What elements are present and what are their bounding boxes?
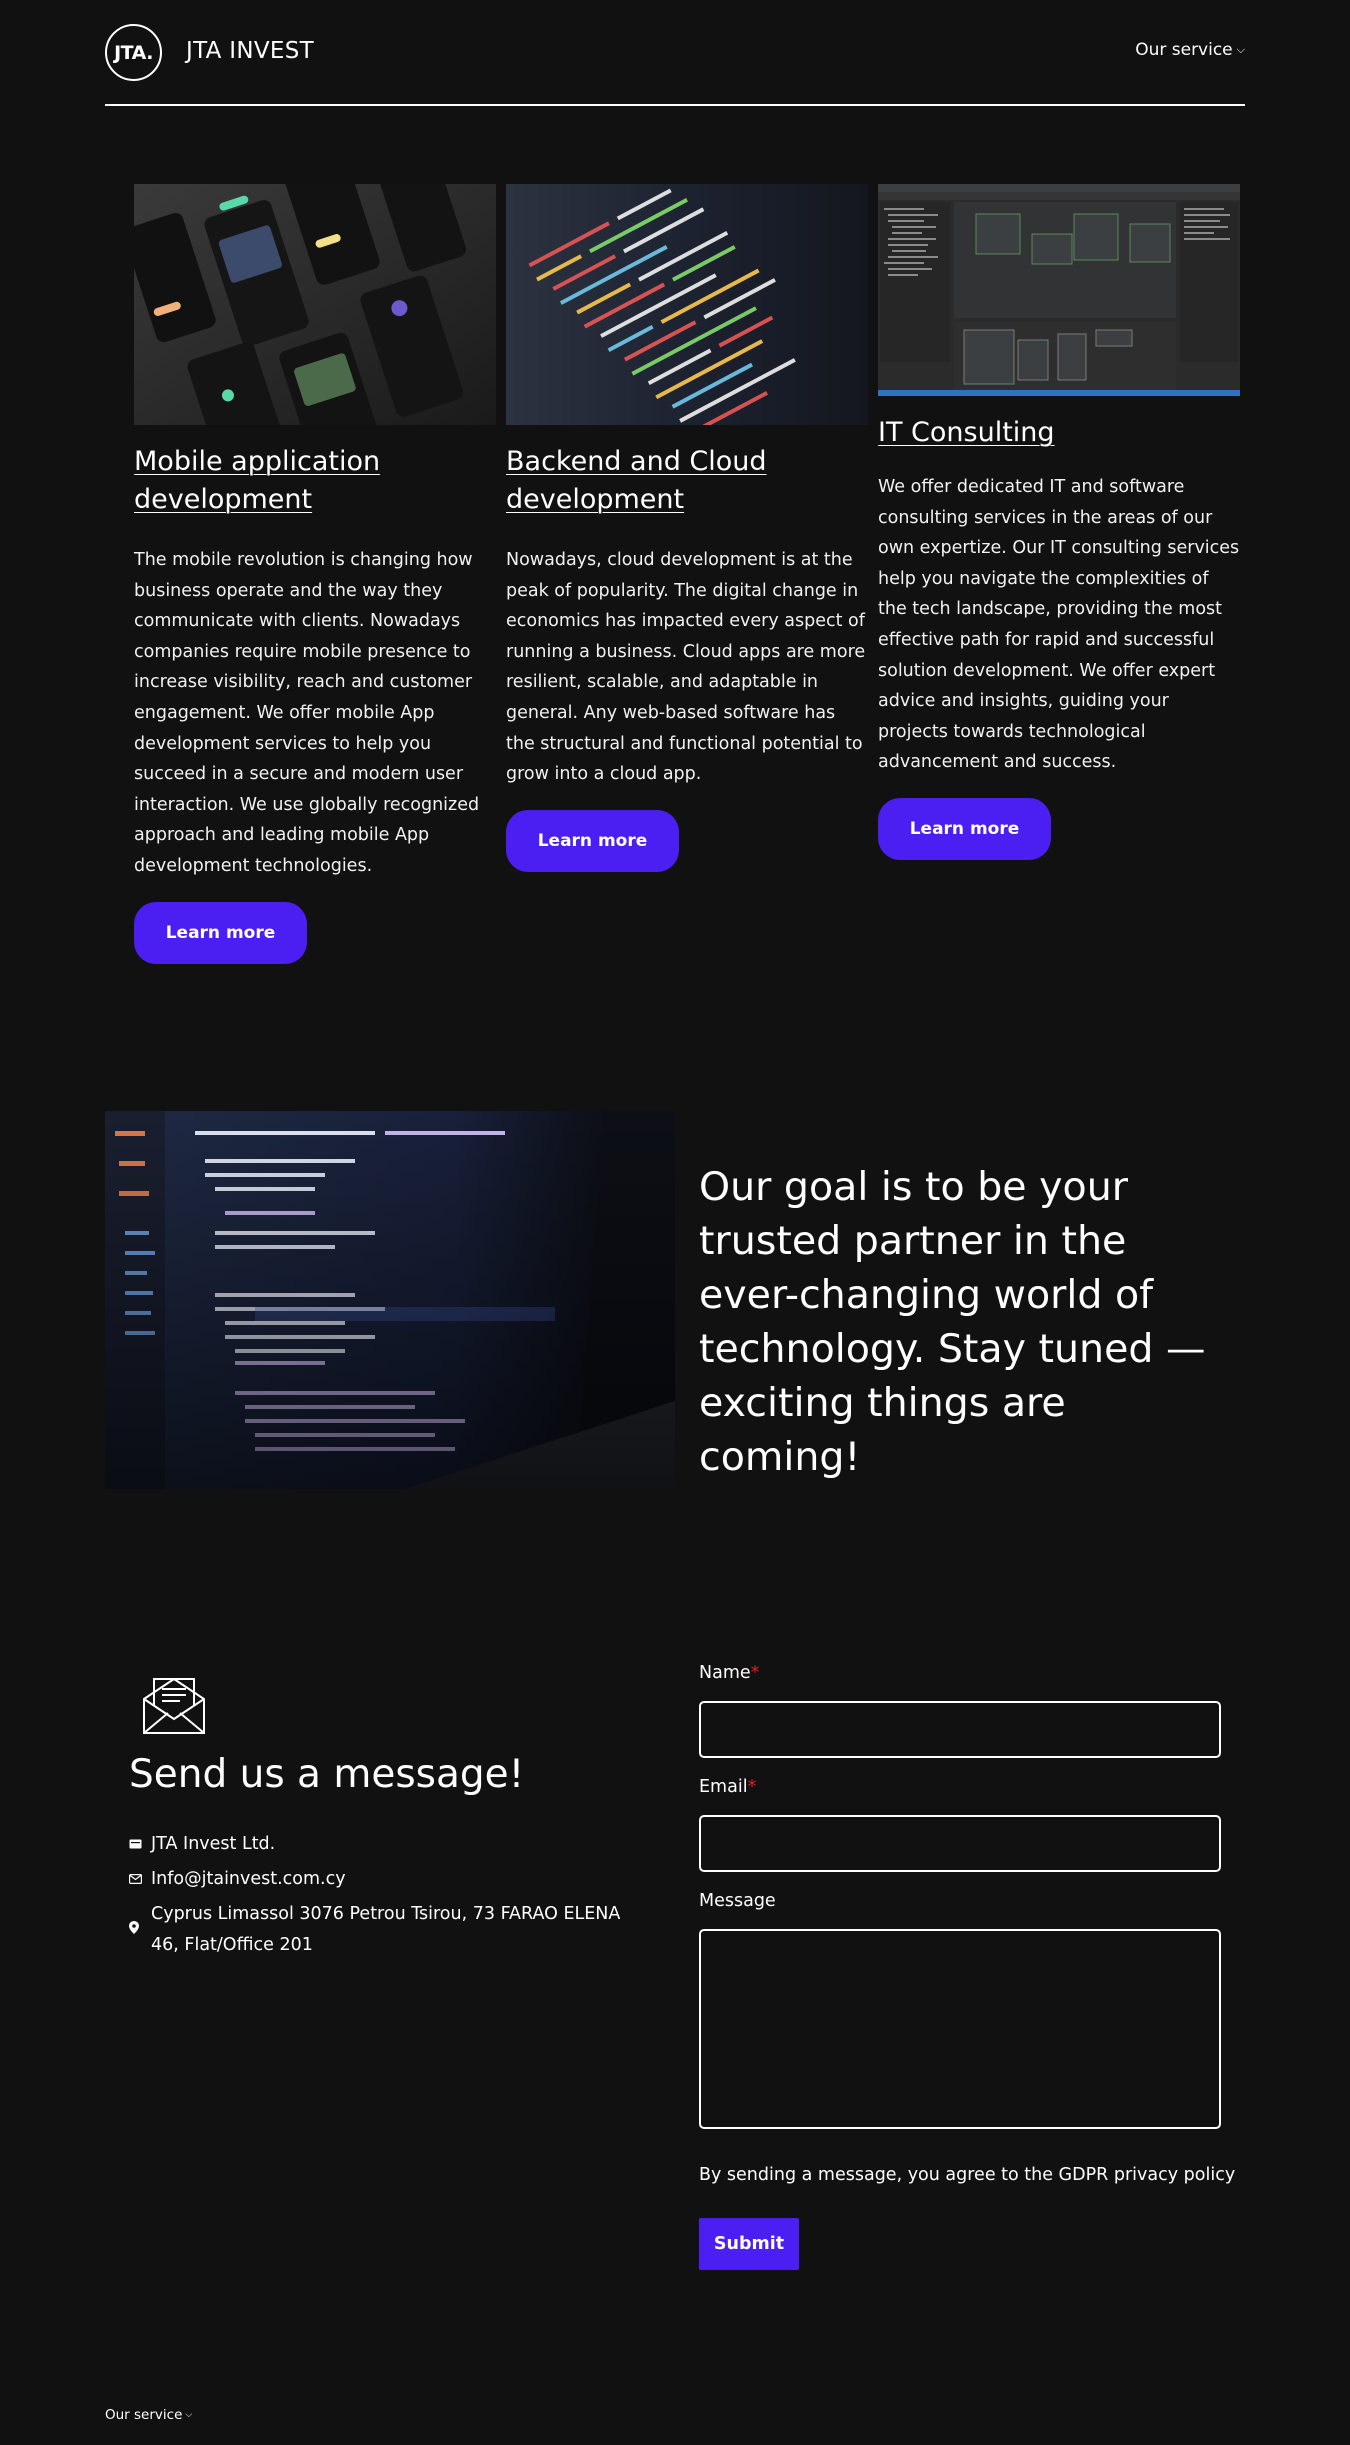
name-label xyxy=(699,1663,759,1683)
mail-icon xyxy=(129,1864,151,1884)
service-card-mobile xyxy=(134,184,496,964)
contact-address-text: Cyprus Limassol 3076 Petrou Tsirou, 73 FARAO ELENA 46, Flat/Office 201 xyxy=(151,1904,621,1955)
mobile-apps-image xyxy=(134,184,496,425)
nav-our-service[interactable] xyxy=(1135,40,1245,60)
site-header xyxy=(105,22,1245,106)
chevron-down-icon: ⌵ xyxy=(185,2410,193,2420)
required-mark: * xyxy=(750,1663,760,1683)
name-input[interactable] xyxy=(699,1701,1221,1758)
map-pin-icon xyxy=(129,1899,151,1934)
code-screen-image xyxy=(506,184,868,425)
brand-name[interactable]: JTA INVEST xyxy=(186,38,314,64)
contact-company-text: JTA Invest Ltd. xyxy=(151,1834,276,1854)
contact-title: Send us a message! xyxy=(129,1752,525,1797)
service-title-it-consulting[interactable]: IT Consulting xyxy=(878,417,1055,448)
envelope-letter-icon xyxy=(142,1675,206,1735)
service-card-it-consulting xyxy=(878,184,1240,860)
footer-nav-our-service[interactable] xyxy=(105,2407,192,2423)
service-body-backend: Nowadays, cloud development is at the peak of popularity. The digital change in economics has impacted every aspect of running a business. Cloud apps are more resilient, scalable, and adaptable in general. Any web-based software has the structural and functional potential to grow into a cloud app. xyxy=(506,550,866,785)
contact-email-text[interactable]: Info@jtainvest.com.cy xyxy=(151,1869,346,1889)
name-label-text: Name xyxy=(699,1663,751,1683)
gdpr-notice: By sending a message, you agree to the GDPR privacy policy xyxy=(699,2165,1236,2185)
contact-address xyxy=(129,1899,649,1961)
email-input[interactable] xyxy=(699,1815,1221,1872)
learn-more-button-mobile[interactable]: Learn more xyxy=(134,902,307,964)
footer-nav-label: Our service xyxy=(105,2407,183,2423)
submit-button[interactable]: Submit xyxy=(699,2218,799,2270)
contact-company xyxy=(129,1829,275,1860)
contact-email[interactable] xyxy=(129,1864,346,1895)
message-label: Message xyxy=(699,1891,776,1911)
id-card-icon xyxy=(129,1829,151,1849)
service-title-mobile[interactable]: Mobile application development xyxy=(134,446,381,515)
nav-our-service-label: Our service xyxy=(1135,40,1233,60)
logo[interactable] xyxy=(105,24,162,81)
service-title-backend[interactable]: Backend and Cloud development xyxy=(506,446,767,515)
chevron-down-icon: ⌵ xyxy=(1236,43,1245,56)
logo-text: JTA. xyxy=(114,41,153,64)
goal-statement: Our goal is to be your trusted partner in the ever-changing world of technology. Stay tuned — exciting things are coming! xyxy=(699,1164,1206,1480)
laptop-code-image xyxy=(105,1111,675,1489)
learn-more-button-backend[interactable]: Learn more xyxy=(506,810,679,872)
service-body-mobile: The mobile revolution is changing how business operate and the way they communicate with clients. Nowadays companies require mobile presence to increase visibility, reach and customer engagement. We offer mobile App development services to help you succeed in a secure and modern user interaction. We use globally recognized approach and leading mobile App development technologies. xyxy=(134,550,480,876)
required-mark: * xyxy=(747,1777,757,1797)
service-card-backend xyxy=(506,184,868,872)
message-textarea[interactable] xyxy=(699,1929,1221,2129)
email-label xyxy=(699,1777,756,1797)
ide-screenshot-image xyxy=(878,184,1240,396)
service-body-it-consulting: We offer dedicated IT and software consulting services in the areas of our own expertize. Our IT consulting services help you navigate the complexities of the tech landscape, providing the most effective path for rapid and successful solution development. We offer expert advice and insights, guiding your projects towards technological advancement and success. xyxy=(878,477,1240,773)
learn-more-button-it-consulting[interactable]: Learn more xyxy=(878,798,1051,860)
email-label-text: Email xyxy=(699,1777,748,1797)
